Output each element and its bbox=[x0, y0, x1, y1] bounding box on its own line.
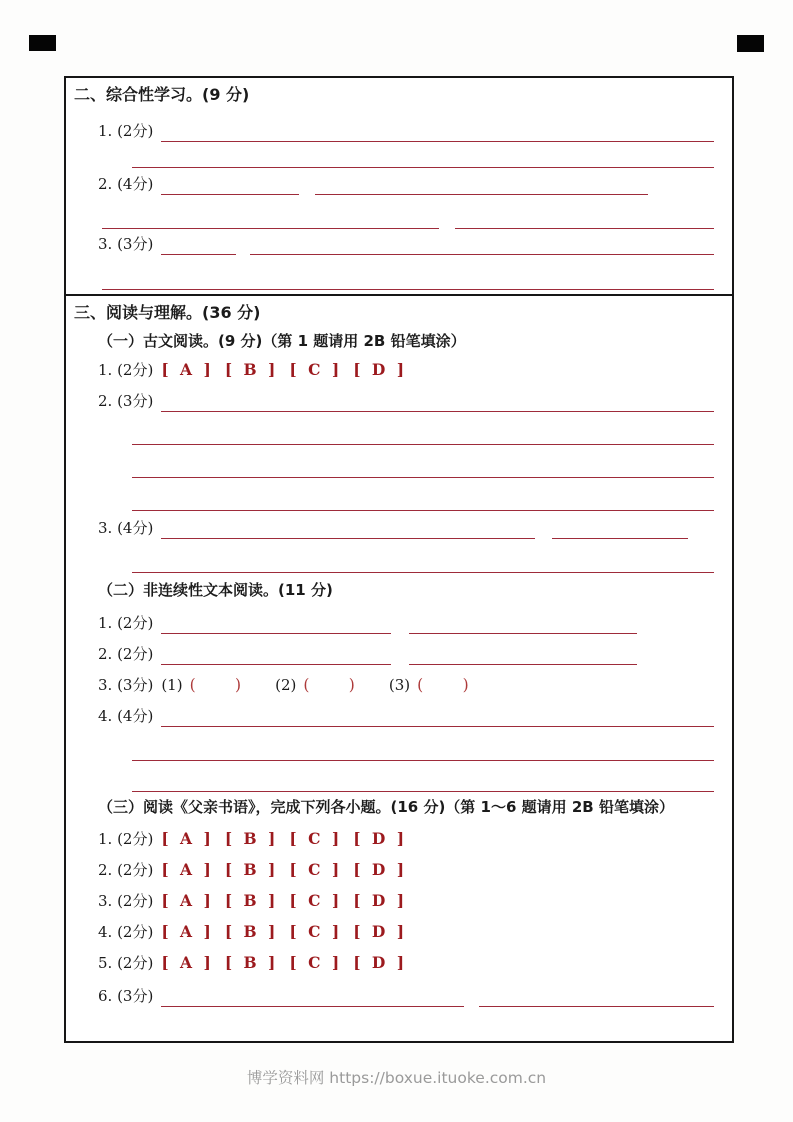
answer-line[interactable] bbox=[552, 519, 688, 539]
mcq-option-a[interactable]: [ A ] bbox=[161, 360, 214, 379]
continuation-row bbox=[74, 478, 722, 511]
answer-line[interactable] bbox=[102, 1023, 714, 1043]
question-label: 4. (2分) bbox=[98, 923, 154, 941]
question-label: 2. (3分) bbox=[98, 392, 154, 410]
question-row-3b-1 bbox=[74, 603, 722, 634]
question-label: 2. (2分) bbox=[98, 861, 154, 879]
mcq-option-a[interactable]: [ A ] bbox=[161, 860, 214, 879]
question-label: 2. (4分) bbox=[98, 175, 154, 193]
continuation-row bbox=[74, 539, 722, 573]
answer-line[interactable] bbox=[132, 425, 714, 445]
answer-line[interactable] bbox=[161, 122, 714, 142]
question-row-3c-3 bbox=[74, 881, 722, 912]
mcq-option-c[interactable]: [ C ] bbox=[289, 860, 343, 879]
answer-line[interactable] bbox=[102, 270, 714, 290]
continuation-row bbox=[74, 1007, 722, 1043]
subsection-1-title: （一）古文阅读。(9 分)（第 1 题请用 2B 铅笔填涂） bbox=[98, 332, 466, 350]
mcq-option-d[interactable]: [ D ] bbox=[353, 922, 408, 941]
mcq-option-b[interactable]: [ B ] bbox=[224, 860, 279, 879]
mcq-option-d[interactable]: [ D ] bbox=[353, 891, 408, 910]
registration-mark-right bbox=[737, 35, 764, 52]
section-2-title: 二、综合性学习。(9 分) bbox=[74, 85, 250, 104]
continuation-row bbox=[74, 761, 722, 792]
sub-question-number-3: (3) bbox=[388, 676, 411, 694]
question-label: 2. (2分) bbox=[98, 645, 154, 663]
question-label: 1. (2分) bbox=[98, 122, 154, 140]
answer-blank-parens-1[interactable]: ( ) bbox=[189, 676, 242, 694]
continuation-row bbox=[74, 412, 722, 445]
answer-line[interactable] bbox=[161, 392, 714, 412]
question-row-2-1 bbox=[74, 108, 722, 142]
answer-line[interactable] bbox=[132, 741, 714, 761]
question-label: 4. (4分) bbox=[98, 707, 154, 725]
answer-line[interactable] bbox=[132, 553, 714, 573]
section-reading-comprehension bbox=[64, 296, 734, 1043]
answer-blank-parens-2[interactable]: ( ) bbox=[303, 676, 355, 694]
mcq-option-d[interactable]: [ D ] bbox=[353, 360, 408, 379]
question-label: 1. (2分) bbox=[98, 361, 154, 379]
question-row-3c-1 bbox=[74, 820, 722, 850]
mcq-option-c[interactable]: [ C ] bbox=[289, 360, 343, 379]
question-row-2-3 bbox=[74, 229, 722, 255]
continuation-row bbox=[74, 195, 722, 229]
mcq-option-c[interactable]: [ C ] bbox=[289, 922, 343, 941]
question-row-3b-3 bbox=[74, 665, 722, 696]
mcq-option-a[interactable]: [ A ] bbox=[161, 891, 214, 910]
question-label: 1. (2分) bbox=[98, 830, 154, 848]
answer-blank-parens-3[interactable]: ( ) bbox=[417, 676, 469, 694]
answer-line[interactable] bbox=[132, 772, 714, 792]
answer-line[interactable] bbox=[132, 491, 714, 511]
answer-line[interactable] bbox=[455, 209, 714, 229]
section-comprehensive-study bbox=[64, 76, 734, 296]
answer-line[interactable] bbox=[161, 987, 464, 1007]
subsection-3-title: （三）阅读《父亲书语》，完成下列各小题。(16 分)（第 1～6 题请用 2B 铅笔填涂） bbox=[98, 798, 674, 816]
continuation-row bbox=[74, 142, 722, 168]
mcq-option-d[interactable]: [ D ] bbox=[353, 953, 408, 972]
answer-line[interactable] bbox=[132, 458, 714, 478]
question-row-2-2 bbox=[74, 168, 722, 195]
answer-line[interactable] bbox=[161, 614, 391, 634]
continuation-row bbox=[74, 255, 722, 290]
question-row-3b-4 bbox=[74, 696, 722, 727]
question-label: 5. (2分) bbox=[98, 954, 154, 972]
answer-line[interactable] bbox=[161, 175, 299, 195]
mcq-option-b[interactable]: [ B ] bbox=[224, 891, 279, 910]
question-row-3c-5 bbox=[74, 943, 722, 974]
question-row-3c-2 bbox=[74, 850, 722, 881]
mcq-option-b[interactable]: [ B ] bbox=[224, 360, 279, 379]
question-row-3c-4 bbox=[74, 912, 722, 943]
question-row-3a-2 bbox=[74, 381, 722, 412]
answer-line[interactable] bbox=[161, 235, 236, 255]
answer-line[interactable] bbox=[132, 148, 714, 168]
question-row-3a-3 bbox=[74, 511, 722, 539]
mcq-option-b[interactable]: [ B ] bbox=[224, 953, 279, 972]
question-label: 3. (4分) bbox=[98, 519, 154, 537]
mcq-option-a[interactable]: [ A ] bbox=[161, 829, 214, 848]
registration-mark-left bbox=[29, 35, 56, 51]
mcq-option-c[interactable]: [ C ] bbox=[289, 829, 343, 848]
question-row-3c-6 bbox=[74, 974, 722, 1007]
mcq-option-a[interactable]: [ A ] bbox=[161, 922, 214, 941]
answer-line[interactable] bbox=[161, 519, 535, 539]
question-label: 3. (3分) bbox=[98, 676, 154, 694]
question-label: 1. (2分) bbox=[98, 614, 154, 632]
answer-line[interactable] bbox=[250, 235, 714, 255]
answer-line[interactable] bbox=[479, 987, 714, 1007]
question-row-3b-2 bbox=[74, 634, 722, 665]
section-3-title: 三、阅读与理解。(36 分) bbox=[74, 303, 261, 322]
mcq-option-c[interactable]: [ C ] bbox=[289, 891, 343, 910]
question-row-3a-1 bbox=[74, 354, 722, 381]
mcq-option-c[interactable]: [ C ] bbox=[289, 953, 343, 972]
question-label: 3. (3分) bbox=[98, 235, 154, 253]
answer-line[interactable] bbox=[409, 614, 637, 634]
continuation-row bbox=[74, 445, 722, 478]
question-label: 6. (3分) bbox=[98, 987, 154, 1005]
answer-line[interactable] bbox=[315, 175, 648, 195]
answer-line[interactable] bbox=[409, 645, 637, 665]
answer-line[interactable] bbox=[161, 707, 714, 727]
sub-question-number-1: (1) bbox=[161, 676, 183, 694]
footer-watermark: 博学资料网 https://boxue.ituoke.com.cn bbox=[246, 1069, 547, 1087]
mcq-option-a[interactable]: [ A ] bbox=[161, 953, 214, 972]
mcq-option-d[interactable]: [ D ] bbox=[353, 829, 408, 848]
subsection-2-title: （二）非连续性文本阅读。(11 分) bbox=[98, 581, 333, 599]
mcq-option-b[interactable]: [ B ] bbox=[224, 829, 279, 848]
answer-line[interactable] bbox=[161, 645, 391, 665]
question-label: 3. (2分) bbox=[98, 892, 154, 910]
answer-card-frame bbox=[64, 76, 734, 1043]
sub-question-number-2: (2) bbox=[275, 676, 297, 694]
continuation-row bbox=[74, 727, 722, 761]
mcq-option-d[interactable]: [ D ] bbox=[353, 860, 408, 879]
mcq-option-b[interactable]: [ B ] bbox=[224, 922, 279, 941]
answer-line[interactable] bbox=[102, 209, 439, 229]
